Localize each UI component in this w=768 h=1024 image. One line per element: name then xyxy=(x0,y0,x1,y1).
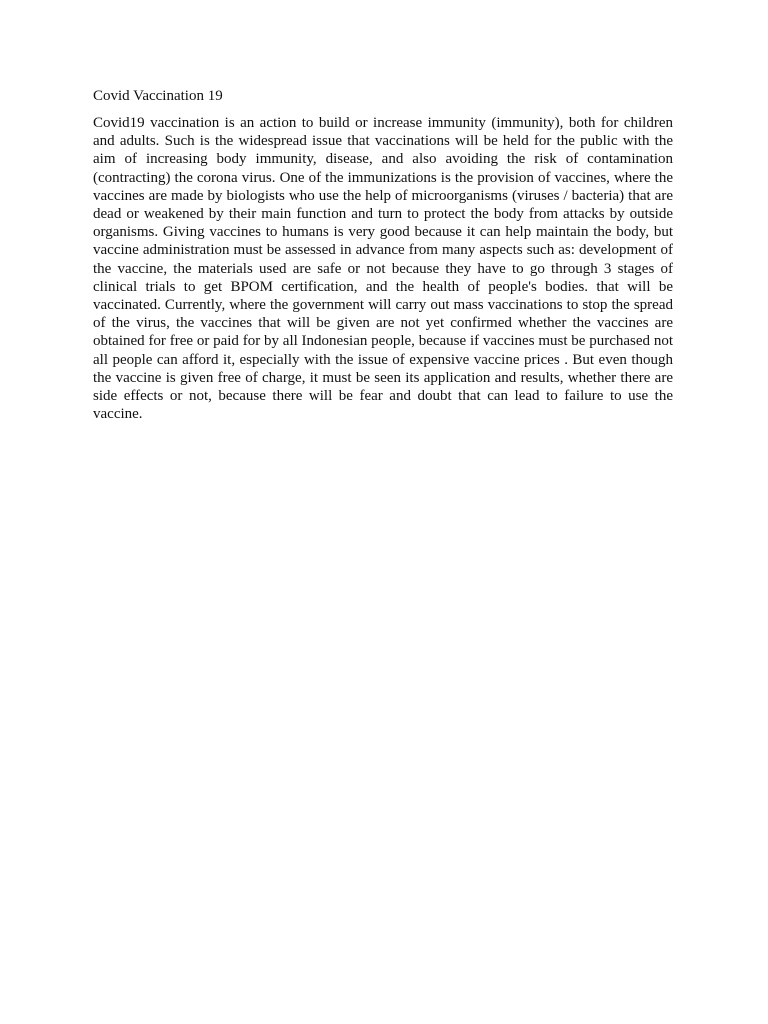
document-content xyxy=(93,86,673,423)
document-paragraph: Covid19 vaccination is an action to build or increase immunity (immunity), both for children and adults. Such is the widespread issue that vaccinations will be held for the public with the aim of increasing body immunity, disease, and also avoiding the risk of contamination (contracting) the corona virus. One of the immunizations is the provision of vaccines, where the vaccines are made by biologists who use the help of microorganisms (viruses / bacteria) that are dead or weakened by their main function and turn to protect the body from attacks by outside organisms. Giving vaccines to humans is very good because it can help maintain the body, but vaccine administration must be assessed in advance from many aspects such as: development of the vaccine, the materials used are safe or not because they have to go through 3 stages of clinical trials to get BPOM certification, and the health of people's bodies. that will be vaccinated. Currently, where the government will carry out mass vaccinations to stop the spread of the virus, the vaccines that will be given are not yet confirmed whether the vaccines are obtained for free or paid for by all Indonesian people, because if vaccines must be purchased not all people can afford it, especially with the issue of expensive vaccine prices . But even though the vaccine is given free of charge, it must be seen its application and results, whether there are side effects or not, because there will be fear and doubt that can lead to failure to use the vaccine. xyxy=(93,115,673,423)
document-title: Covid Vaccination 19 xyxy=(93,88,223,104)
